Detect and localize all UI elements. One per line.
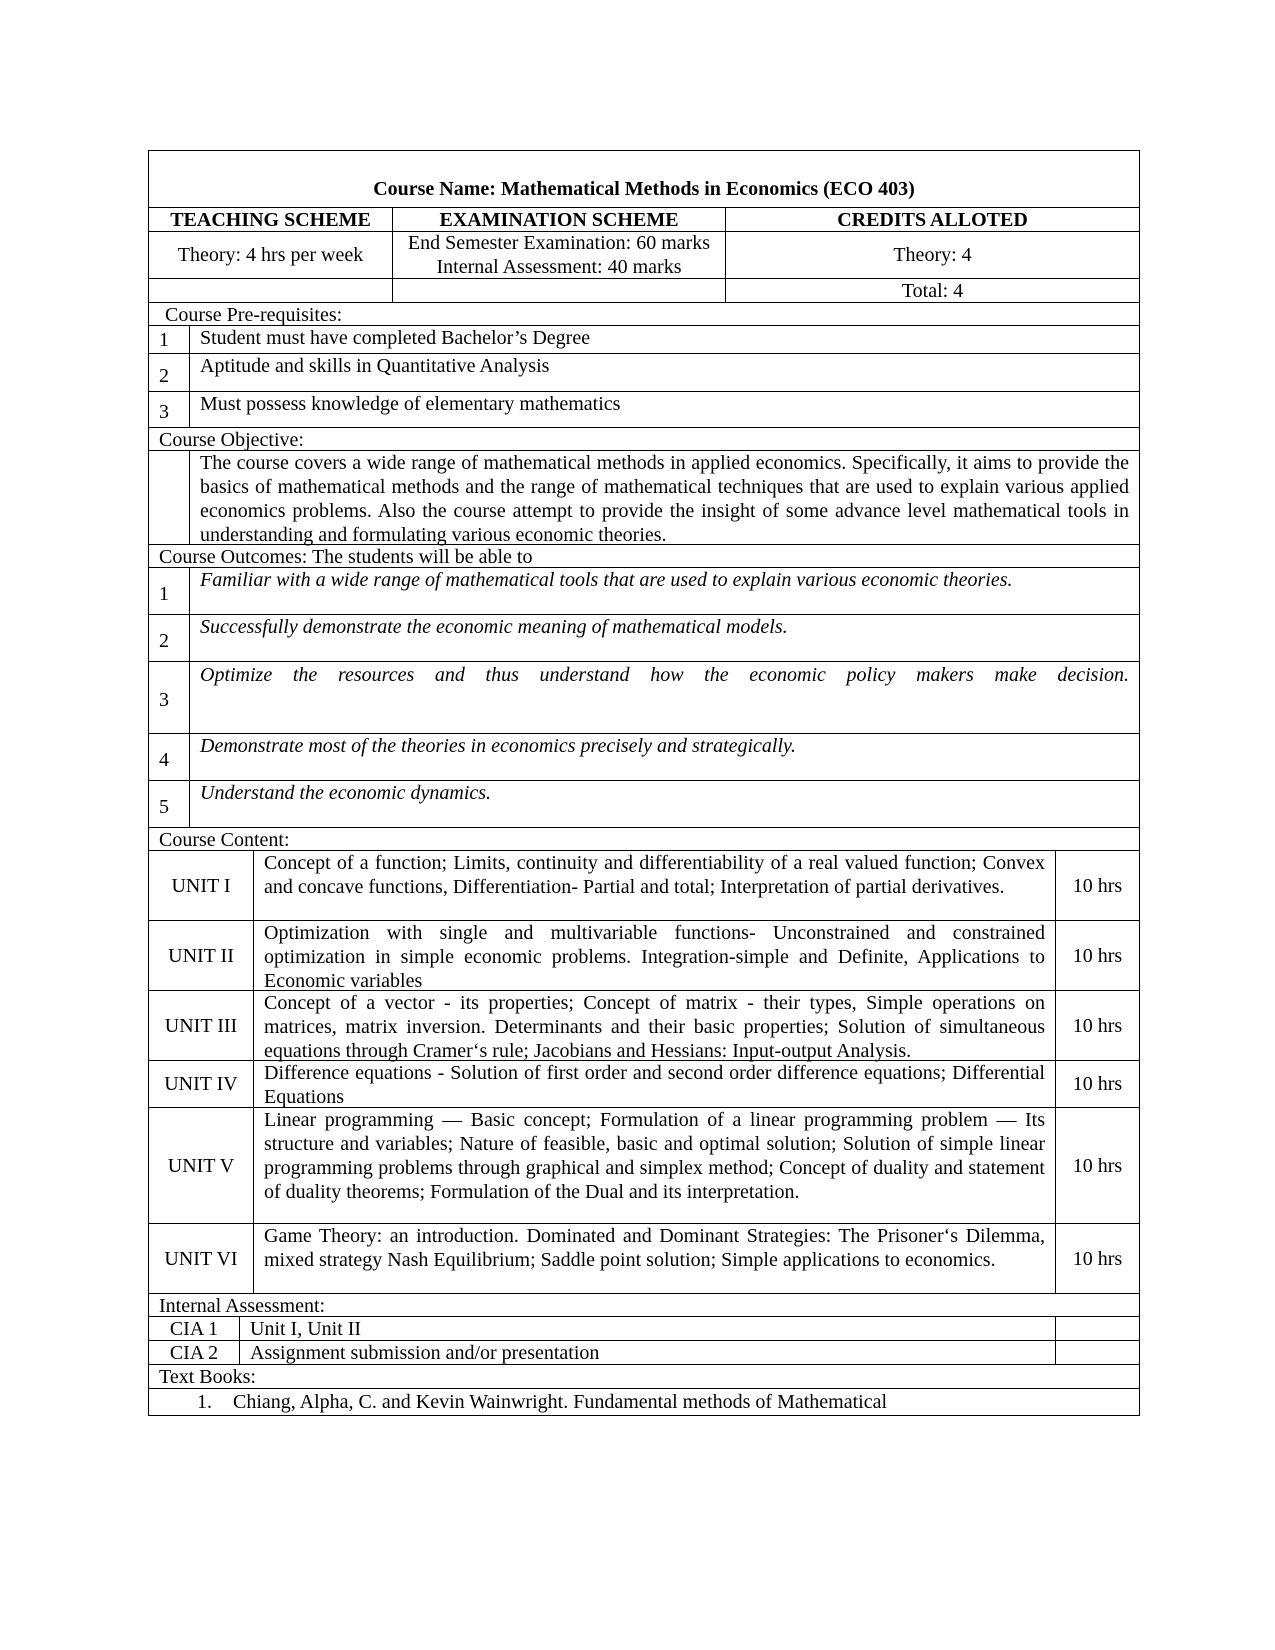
cia-empty-cell <box>1055 1341 1139 1364</box>
objective-text: The course covers a wide range of mathematical methods in applied economics. Specifically, it aims to provide the basics of mathematical methods and the range of mathematical techniques that are used to explain various applied economics problems. Also the course attempt to provide the insight of some advance level mathematical tools in understanding and formulating various economic theories. <box>189 451 1129 544</box>
scheme-values-row <box>148 232 1140 279</box>
unit-label: UNIT III <box>164 1014 238 1037</box>
prerequisite-text: Must possess knowledge of elementary mathematics <box>189 392 1139 427</box>
empty-cell <box>392 279 725 302</box>
exam-scheme-header: EXAMINATION SCHEME <box>392 208 725 231</box>
outcome-text: Optimize the resources and thus understand how the economic policy makers make decision. <box>200 664 1129 686</box>
unit-hours: 10 hrs <box>1055 1224 1139 1293</box>
course-title-row <box>148 150 1140 208</box>
cia-text: Unit I, Unit II <box>239 1317 1055 1340</box>
objective-heading: Course Objective: <box>159 429 304 451</box>
exam-internal: Internal Assessment: 40 marks <box>436 256 682 278</box>
credits-header: CREDITS ALLOTED <box>725 208 1139 231</box>
outcome-row <box>148 662 1140 734</box>
prerequisite-row <box>148 392 1140 428</box>
objective-body-row <box>148 451 1140 545</box>
unit-label: UNIT IV <box>164 1073 238 1095</box>
prerequisite-row <box>148 354 1140 392</box>
outcome-number: 2 <box>159 630 169 652</box>
unit-label: UNIT VI <box>164 1247 238 1270</box>
outcomes-heading-row <box>148 545 1140 568</box>
textbooks-heading-row <box>148 1365 1140 1389</box>
unit-description: Concept of a vector - its properties; Concept of matrix - their types, Simple operations on matrices, matrix inversion. Determinants and their basic properties; Solution of simultaneous equations through Cramer‘s rule; Jacobians and Hessians: Input-output Analysis. <box>253 991 1055 1060</box>
prerequisite-number: 3 <box>159 401 169 423</box>
unit-row <box>148 851 1140 921</box>
outcome-number: 4 <box>159 749 169 771</box>
cia-text: Assignment submission and/or presentation <box>239 1341 1055 1364</box>
prerequisite-row <box>148 326 1140 354</box>
unit-row <box>148 991 1140 1061</box>
prerequisite-number: 2 <box>159 365 169 387</box>
unit-description: Optimization with single and multivariable functions- Unconstrained and constrained optimization in simple economic problems. Integration-simple and Definite, Applications to Economic variables <box>253 921 1055 990</box>
content-heading: Course Content: <box>159 829 290 851</box>
prerequisites-heading: Course Pre-requisites: <box>165 304 343 326</box>
course-title: Course Name: Mathematical Methods in Economics (ECO 403) <box>373 178 915 200</box>
unit-hours: 10 hrs <box>1055 1108 1139 1223</box>
unit-row <box>148 1224 1140 1294</box>
prerequisite-text: Aptitude and skills in Quantitative Analysis <box>189 354 1139 391</box>
unit-hours: 10 hrs <box>1055 921 1139 990</box>
unit-hours: 10 hrs <box>1055 1061 1139 1107</box>
cia-label: CIA 2 <box>169 1341 219 1364</box>
outcome-number: 3 <box>159 689 169 711</box>
internal-heading-row <box>148 1294 1140 1317</box>
outcome-text-cell <box>189 662 1129 733</box>
outcome-row <box>148 781 1140 828</box>
total-row <box>148 279 1140 303</box>
outcome-text: Familiar with a wide range of mathematical tools that are used to explain various economic theories. <box>189 568 1129 614</box>
outcome-row <box>148 568 1140 615</box>
unit-row <box>148 921 1140 991</box>
unit-hours: 10 hrs <box>1055 991 1139 1060</box>
prerequisites-heading-row <box>148 303 1140 326</box>
unit-label: UNIT I <box>171 874 231 897</box>
outcome-text: Understand the economic dynamics. <box>189 781 1129 827</box>
outcome-row <box>148 615 1140 662</box>
textbook-text: Chiang, Alpha, C. and Kevin Wainwright. Fundamental methods of Mathematical <box>233 1391 888 1413</box>
prerequisite-number: 1 <box>159 329 169 351</box>
cia-row <box>148 1317 1140 1341</box>
textbook-number: 1. <box>197 1391 212 1413</box>
prerequisite-text: Student must have completed Bachelor’s Degree <box>189 326 1139 353</box>
outcomes-heading: Course Outcomes: The students will be able to <box>159 546 533 568</box>
outcome-text: Successfully demonstrate the economic meaning of mathematical models. <box>189 615 1129 661</box>
unit-description: Concept of a function; Limits, continuity and differentiability of a real valued function; Convex and concave functions, Differentiation- Partial and total; Interpretation of partial derivatives. <box>253 851 1055 920</box>
unit-label: UNIT II <box>168 944 234 967</box>
credits-value: Theory: 4 <box>725 232 1139 278</box>
unit-hours: 10 hrs <box>1055 851 1139 920</box>
teaching-scheme-value: Theory: 4 hrs per week <box>177 244 364 266</box>
content-heading-row <box>148 828 1140 851</box>
outcome-number: 5 <box>159 796 169 818</box>
unit-description: Linear programming — Basic concept; Formulation of a linear programming problem — Its structure and variables; Nature of feasible, basic and optimal solution; Solution of simple linear programming problems through graphical and simplex method; Concept of duality and statement of duality theorems; Formulation of the Dual and its interpretation. <box>253 1108 1055 1223</box>
unit-row <box>148 1061 1140 1108</box>
credits-total: Total: 4 <box>725 279 1139 302</box>
syllabus-table <box>148 150 1140 1416</box>
unit-label: UNIT V <box>167 1154 235 1177</box>
objective-heading-row <box>148 428 1140 451</box>
unit-row <box>148 1108 1140 1224</box>
internal-heading: Internal Assessment: <box>159 1295 326 1317</box>
outcome-row <box>148 734 1140 781</box>
unit-description: Difference equations - Solution of first order and second order difference equations; Differential Equations <box>253 1061 1055 1107</box>
exam-end-semester: End Semester Examination: 60 marks <box>407 232 711 254</box>
cia-row <box>148 1341 1140 1365</box>
outcome-number: 1 <box>159 583 169 605</box>
textbook-row <box>148 1389 1140 1416</box>
cia-label: CIA 1 <box>169 1317 219 1340</box>
textbooks-heading: Text Books: <box>159 1366 256 1388</box>
exam-scheme-value <box>392 232 725 278</box>
outcome-text: Demonstrate most of the theories in economics precisely and strategically. <box>189 734 1129 780</box>
unit-description: Game Theory: an introduction. Dominated and Dominant Strategies: The Prisoner‘s Dilemma, mixed strategy Nash Equilibrium; Saddle point solution; Simple applications to economics. <box>253 1224 1055 1293</box>
scheme-header-row <box>148 208 1140 232</box>
cia-empty-cell <box>1055 1317 1139 1340</box>
teaching-scheme-header: TEACHING SCHEME <box>170 208 371 231</box>
